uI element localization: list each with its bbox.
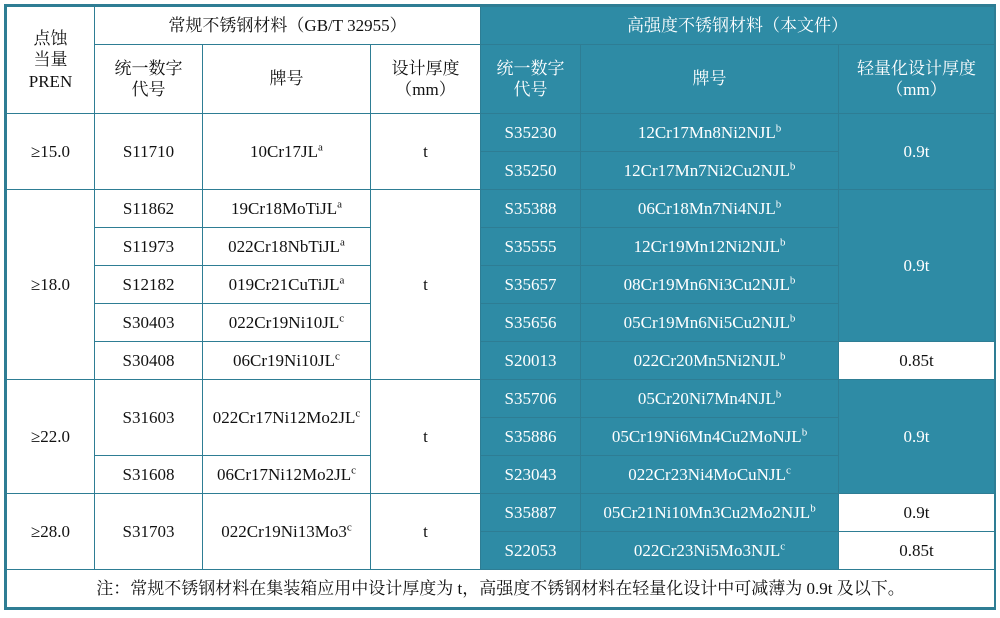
grade-text: 06Cr19Ni10JL [233, 350, 336, 370]
conventional-code: S31703 [95, 493, 203, 569]
grade-superscript: c [346, 521, 352, 533]
high-thickness: 0.85t [839, 341, 995, 379]
high-grade [581, 189, 839, 227]
high-code: S35250 [481, 151, 581, 189]
grade-text: 05Cr21Ni10Mn3Cu2Mo2NJL [603, 502, 811, 522]
conventional-code: S11710 [95, 113, 203, 189]
conventional-grade [203, 189, 371, 227]
header-thickness-left-line1: 设计厚度 [391, 58, 460, 78]
table-row [7, 189, 995, 227]
material-comparison-table [4, 4, 996, 610]
high-grade [581, 265, 839, 303]
header-pren [7, 7, 95, 114]
grade-superscript: b [775, 388, 782, 400]
header-pren-line3: PREN [28, 71, 73, 91]
high-code: S23043 [481, 455, 581, 493]
grade-superscript: c [780, 540, 786, 552]
conventional-grade [203, 265, 371, 303]
grade-text: 08Cr19Mn6Ni3Cu2NJL [623, 274, 790, 294]
grade-text: 05Cr20Ni7Mn4NJL [637, 388, 776, 408]
high-thickness: 0.9t [839, 493, 995, 531]
header-unified-code-right-line1: 统一数字 [496, 58, 565, 78]
high-code: S22053 [481, 531, 581, 569]
header-thickness-right-line1: 轻量化设计厚度 [857, 58, 977, 78]
high-grade [581, 417, 839, 455]
high-grade [581, 455, 839, 493]
high-code: S35555 [481, 227, 581, 265]
table-row [7, 379, 995, 417]
table-note: 注：常规不锈钢材料在集装箱应用中设计厚度为 t，高强度不锈钢材料在轻量化设计中可减薄为 0.9t 及以下。 [7, 569, 995, 607]
conventional-code: S11862 [95, 189, 203, 227]
header-unified-code-right [481, 45, 581, 114]
pren-value: ≥15.0 [7, 113, 95, 189]
high-code: S35230 [481, 113, 581, 151]
table-row [7, 341, 995, 379]
grade-text: 05Cr19Mn6Ni5Cu2NJL [623, 312, 790, 332]
conventional-code: S30408 [95, 341, 203, 379]
high-thickness: 0.85t [839, 531, 995, 569]
high-code: S35388 [481, 189, 581, 227]
grade-text: 12Cr17Mn8Ni2NJL [637, 122, 776, 142]
header-pren-line2: 当量 [33, 50, 68, 70]
conventional-grade [203, 493, 371, 569]
high-thickness: 0.9t [839, 113, 995, 189]
grade-text: 10Cr17JL [250, 141, 319, 161]
grade-superscript: b [789, 274, 796, 286]
high-thickness: 0.9t [839, 379, 995, 493]
grade-superscript: a [337, 198, 343, 210]
high-grade [581, 113, 839, 151]
high-code: S35886 [481, 417, 581, 455]
high-grade [581, 227, 839, 265]
conventional-grade [203, 341, 371, 379]
header-unified-code-left [95, 45, 203, 114]
header-group-high-strength: 高强度不锈钢材料（本文件） [481, 7, 995, 45]
high-thickness: 0.9t [839, 189, 995, 341]
header-thickness-right [839, 45, 995, 114]
conventional-grade [203, 379, 371, 455]
grade-text: 06Cr18Mn7Ni4NJL [637, 198, 776, 218]
grade-text: 12Cr19Mn12Ni2NJL [633, 236, 780, 256]
grade-superscript: b [775, 122, 782, 134]
high-code: S35887 [481, 493, 581, 531]
grade-text: 022Cr19Ni13Mo3 [221, 521, 347, 541]
high-grade [581, 303, 839, 341]
grade-superscript: c [339, 312, 345, 324]
grade-superscript: b [810, 502, 816, 514]
grade-text: 06Cr17Ni12Mo2JL [216, 464, 352, 484]
grade-text: 022Cr23Ni5Mo3NJL [633, 540, 781, 560]
grade-text: 022Cr20Mn5Ni2NJL [633, 350, 780, 370]
note-row [7, 569, 995, 607]
conventional-grade [203, 113, 371, 189]
high-code: S35706 [481, 379, 581, 417]
conventional-thickness: t [371, 493, 481, 569]
high-grade [581, 341, 839, 379]
pren-value: ≥28.0 [7, 493, 95, 569]
grade-text: 022Cr23Ni4MoCuNJL [628, 464, 786, 484]
grade-superscript: c [351, 464, 356, 476]
conventional-code: S31608 [95, 455, 203, 493]
conventional-grade [203, 455, 371, 493]
grade-superscript: a [339, 236, 345, 248]
conventional-grade [203, 227, 371, 265]
grade-superscript: c [335, 350, 340, 362]
header-group-conventional: 常规不锈钢材料（GB/T 32955） [95, 7, 481, 45]
pren-value: ≥22.0 [7, 379, 95, 493]
high-grade [581, 379, 839, 417]
high-code: S35656 [481, 303, 581, 341]
header-row-sub [7, 45, 995, 114]
header-thickness-left-line2: （mm） [395, 79, 456, 99]
high-grade [581, 151, 839, 189]
grade-text: 19Cr18MoTiJL [230, 198, 338, 218]
conventional-thickness: t [371, 379, 481, 493]
conventional-thickness: t [371, 189, 481, 379]
header-grade-left: 牌号 [203, 45, 371, 114]
grade-text: 022Cr19Ni10JL [228, 312, 340, 332]
grade-superscript: b [779, 350, 786, 362]
grade-superscript: b [801, 426, 808, 438]
main-table [6, 6, 995, 608]
conventional-code: S12182 [95, 265, 203, 303]
grade-superscript: b [789, 312, 796, 324]
grade-superscript: b [779, 236, 786, 248]
conventional-grade [203, 303, 371, 341]
grade-superscript: a [318, 141, 323, 153]
conventional-code: S31603 [95, 379, 203, 455]
grade-text: 022Cr18NbTiJL [228, 236, 340, 256]
conventional-code: S30403 [95, 303, 203, 341]
grade-text: 12Cr17Mn7Ni2Cu2NJL [623, 160, 790, 180]
high-code: S20013 [481, 341, 581, 379]
grade-superscript: b [775, 198, 782, 210]
conventional-code: S11973 [95, 227, 203, 265]
conventional-thickness: t [371, 113, 481, 189]
header-unified-code-left-line2: 代号 [131, 79, 166, 99]
grade-superscript: b [789, 160, 796, 172]
high-code: S35657 [481, 265, 581, 303]
grade-text: 022Cr17Ni12Mo2JL [212, 407, 356, 427]
grade-text: 05Cr19Ni6Mn4Cu2MoNJL [611, 426, 802, 446]
table-row [7, 113, 995, 151]
header-pren-line1: 点蚀 [33, 29, 68, 49]
grade-superscript: c [355, 407, 361, 419]
table-row [7, 493, 995, 531]
header-thickness-left [371, 45, 481, 114]
grade-superscript: a [339, 274, 345, 286]
header-unified-code-right-line2: 代号 [513, 79, 548, 99]
grade-superscript: c [785, 464, 791, 476]
high-grade [581, 531, 839, 569]
header-unified-code-left-line1: 统一数字 [114, 58, 183, 78]
header-thickness-right-line2: （mm） [886, 79, 947, 99]
high-grade [581, 493, 839, 531]
pren-value: ≥18.0 [7, 189, 95, 379]
grade-text: 019Cr21CuTiJL [228, 274, 340, 294]
header-grade-right: 牌号 [581, 45, 839, 114]
header-row-top [7, 7, 995, 45]
